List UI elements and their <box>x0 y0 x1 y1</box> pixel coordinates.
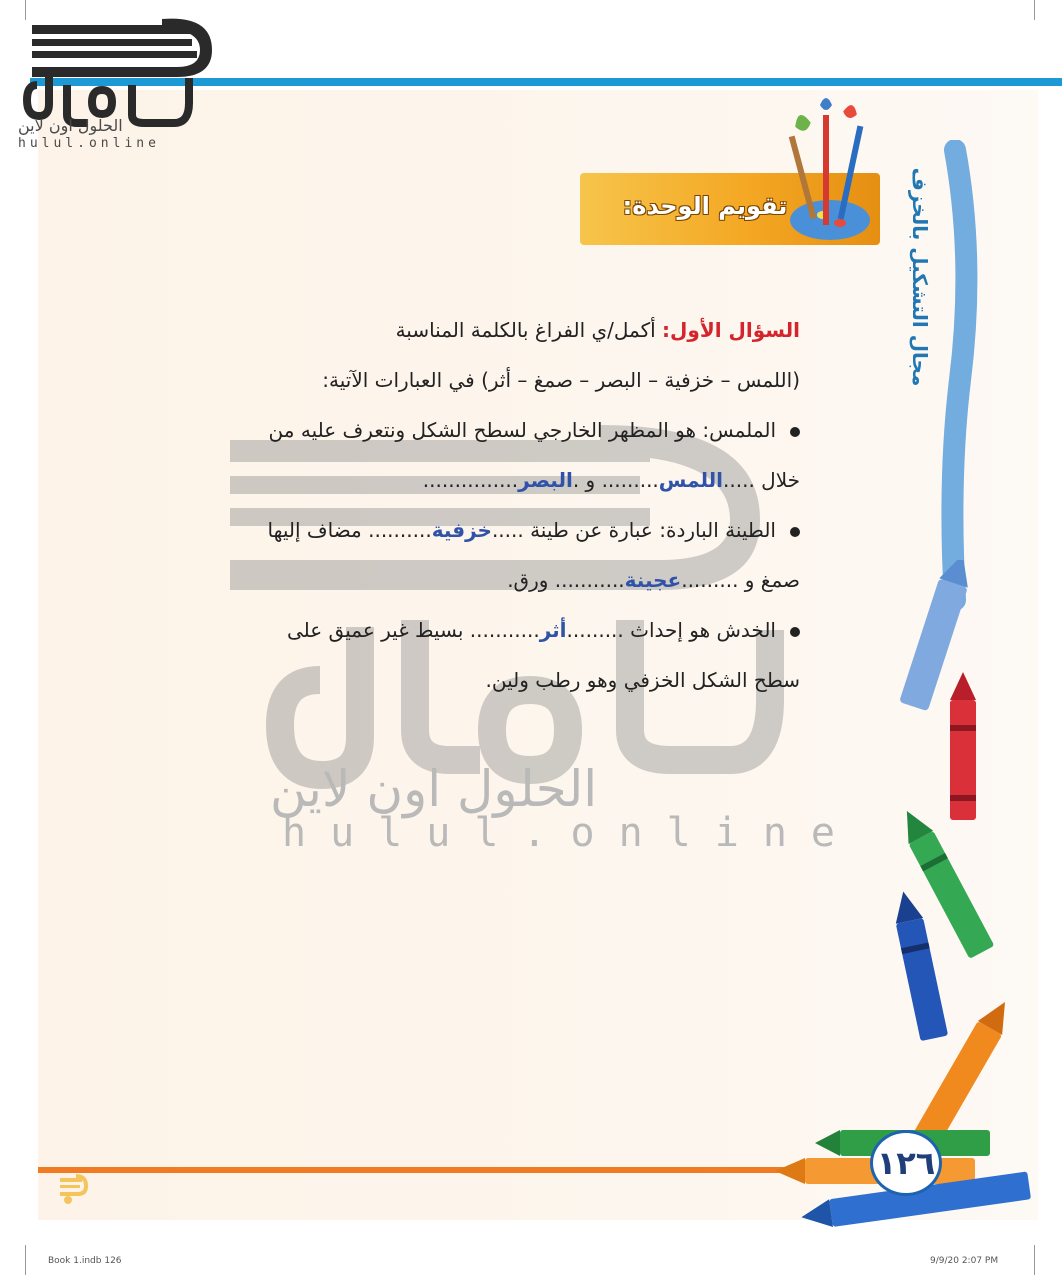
answer-text: أثر <box>539 618 567 642</box>
paintbrush-palette-icon <box>785 95 875 245</box>
list-item <box>287 618 800 642</box>
answer-text: اللمس <box>658 468 724 492</box>
item-text: خلال ..... <box>723 468 800 492</box>
logo-arabic-wordmark: الحلول اون لاين <box>18 116 123 135</box>
list-item-continuation <box>507 568 800 592</box>
question-label: السؤال الأول: <box>662 318 800 342</box>
item-text: ........... ورق. <box>507 568 625 592</box>
watermark-arabic: الحلول اون لاين <box>270 760 598 818</box>
word-bank: (اللمس – خزفية – البصر – صمغ – أثر) في العبارات الآتية: <box>322 368 800 392</box>
hulul-small-logo-icon <box>56 1170 92 1206</box>
bullet-icon <box>790 427 800 437</box>
list-item <box>268 518 800 542</box>
logo-latin-wordmark: hulul.online <box>18 136 160 151</box>
answer-text: خزفية <box>431 518 492 542</box>
item-text: .......... مضاف إليها <box>267 518 432 542</box>
answer-text: عجينة <box>624 568 682 592</box>
bullet-icon <box>790 527 800 537</box>
item-text: الملمس: هو المظهر الخارجي لسطح الشكل ونتعرف عليه من <box>268 418 776 442</box>
crop-mark <box>25 1245 26 1275</box>
question-heading <box>396 318 800 342</box>
crop-mark <box>1034 1245 1035 1275</box>
footer-timestamp: 9/9/20 2:07 PM <box>930 1256 999 1266</box>
item-text: الخدش هو إحداث ......... <box>566 618 776 642</box>
side-field-label: مجال التشكيل بالخزف <box>908 167 932 387</box>
bottom-rule <box>38 1167 878 1173</box>
unit-assessment-title: تقويم الوحدة: <box>622 192 788 220</box>
footer-file-info: Book 1.indb 126 <box>48 1256 122 1266</box>
question-instruction: أكمل/ي الفراغ بالكلمة المناسبة <box>395 318 656 342</box>
crop-mark <box>1034 0 1035 20</box>
watermark-latin: hulul.online <box>282 810 859 856</box>
item-text: ............... <box>422 468 519 492</box>
item-text: الطينة الباردة: عبارة عن طينة ..... <box>491 518 776 542</box>
item-text: صمغ و ......... <box>681 568 800 592</box>
page-number: ١٢٦ <box>870 1130 942 1196</box>
list-item-continuation: سطح الشكل الخزفي وهو رطب ولين. <box>485 668 800 692</box>
item-text: ......... و . <box>572 468 659 492</box>
list-item <box>269 418 800 442</box>
list-item-continuation <box>423 468 800 492</box>
item-text: ........... بسيط غير عميق على <box>286 618 540 642</box>
answer-text: البصر <box>518 468 573 492</box>
